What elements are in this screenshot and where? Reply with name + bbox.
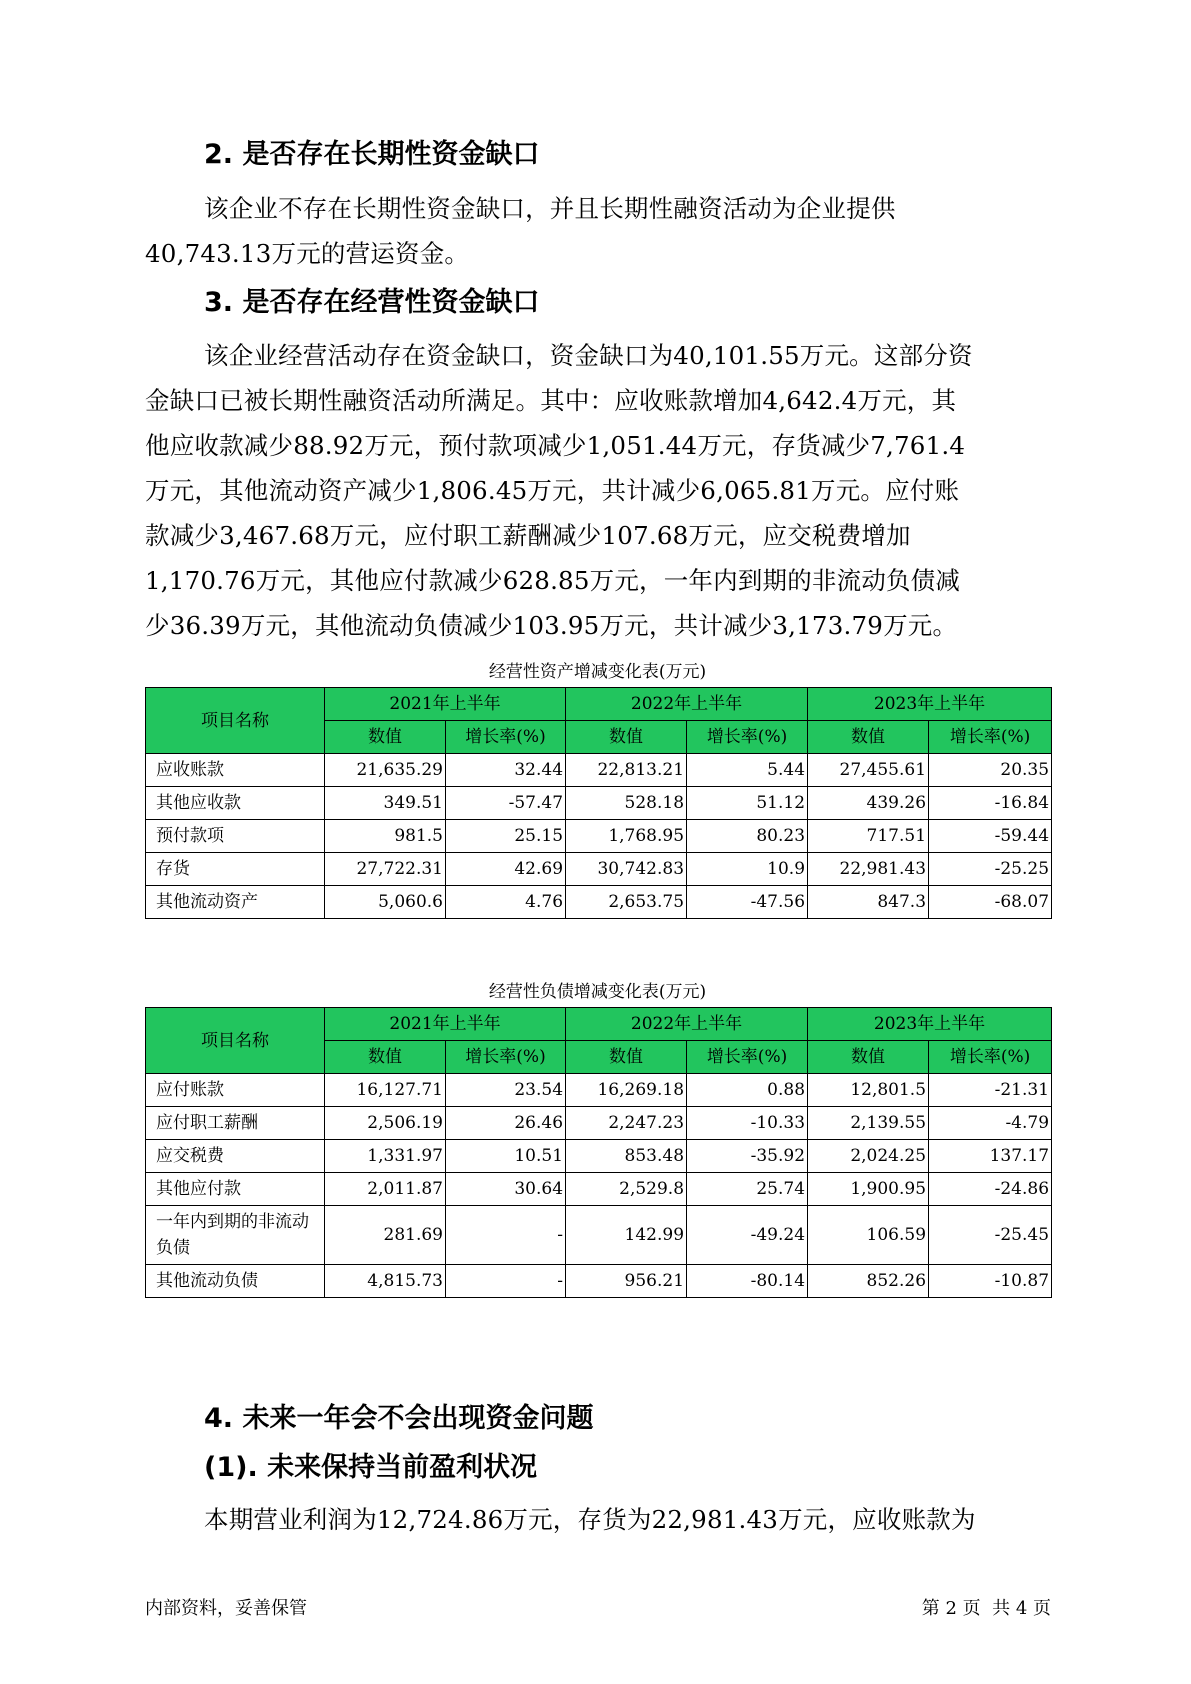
table-row [146, 1074, 1052, 1107]
table-row [146, 853, 1052, 886]
cell-rate: -10.33 [687, 1107, 808, 1140]
cell-rate: -16.84 [929, 787, 1052, 820]
paragraph-line: 本期营业利润为12,724.86万元，存货为22,981.43万元，应收账款为 [204, 1505, 976, 1534]
cell-value: 27,455.61 [808, 754, 929, 787]
row-name: 其他流动负债 [146, 1265, 325, 1298]
footer-confidential-note: 内部资料，妥善保管 [145, 1598, 307, 1619]
cell-rate: -25.45 [929, 1206, 1052, 1265]
column-header-value: 数值 [808, 721, 929, 754]
table-row [146, 787, 1052, 820]
cell-value: 281.69 [325, 1206, 446, 1265]
cell-value: 956.21 [566, 1265, 687, 1298]
cell-value: 16,269.18 [566, 1074, 687, 1107]
cell-value: 27,722.31 [325, 853, 446, 886]
row-name: 一年内到期的非流动负债 [146, 1206, 325, 1265]
liabilities-table-caption: 经营性负债增减变化表(万元) [488, 982, 707, 1002]
column-header-value: 数值 [566, 1041, 687, 1074]
cell-rate: 30.64 [446, 1173, 566, 1206]
table-row [146, 1107, 1052, 1140]
row-name: 存货 [146, 853, 325, 886]
paragraph-line: 他应收款减少88.92万元，预付款项减少1,051.44万元，存货减少7,761.4 [145, 431, 966, 460]
column-header-period: 2021年上半年 [325, 688, 566, 721]
cell-value: 2,653.75 [566, 886, 687, 919]
cell-value: 21,635.29 [325, 754, 446, 787]
column-header-name: 项目名称 [146, 1008, 325, 1074]
cell-rate: -49.24 [687, 1206, 808, 1265]
cell-rate: 10.9 [687, 853, 808, 886]
cell-value: 2,529.8 [566, 1173, 687, 1206]
paragraph-line: 1,170.76万元，其他应付款减少628.85万元，一年内到期的非流动负债减 [145, 566, 961, 595]
column-header-rate: 增长率(%) [687, 1041, 808, 1074]
cell-rate: 26.46 [446, 1107, 566, 1140]
cell-rate: -47.56 [687, 886, 808, 919]
cell-rate: 137.17 [929, 1140, 1052, 1173]
cell-rate: -4.79 [929, 1107, 1052, 1140]
cell-value: 2,506.19 [325, 1107, 446, 1140]
row-name: 应付账款 [146, 1074, 325, 1107]
cell-rate: - [446, 1265, 566, 1298]
section-4-heading: 4. 未来一年会不会出现资金问题 [204, 1403, 594, 1434]
cell-rate: -21.31 [929, 1074, 1052, 1107]
cell-rate: 80.23 [687, 820, 808, 853]
table-header-row [146, 1008, 1052, 1041]
table-row [146, 1140, 1052, 1173]
column-header-rate: 增长率(%) [929, 721, 1052, 754]
column-header-period: 2021年上半年 [325, 1008, 566, 1041]
cell-rate: 25.15 [446, 820, 566, 853]
paragraph-line: 款减少3,467.68万元，应付职工薪酬减少107.68万元，应交税费增加 [145, 521, 911, 550]
row-name: 应交税费 [146, 1140, 325, 1173]
row-name: 其他流动资产 [146, 886, 325, 919]
paragraph-line: 40,743.13万元的营运资金。 [145, 239, 470, 268]
cell-value: 439.26 [808, 787, 929, 820]
cell-rate: 4.76 [446, 886, 566, 919]
cell-value: 2,011.87 [325, 1173, 446, 1206]
cell-rate: 42.69 [446, 853, 566, 886]
cell-value: 4,815.73 [325, 1265, 446, 1298]
cell-rate: -35.92 [687, 1140, 808, 1173]
cell-rate: 23.54 [446, 1074, 566, 1107]
column-header-name: 项目名称 [146, 688, 325, 754]
cell-value: 2,247.23 [566, 1107, 687, 1140]
cell-rate: 51.12 [687, 787, 808, 820]
paragraph-line: 金缺口已被长期性融资活动所满足。其中：应收账款增加4,642.4万元，其 [145, 386, 957, 415]
cell-rate: 0.88 [687, 1074, 808, 1107]
cell-value: 853.48 [566, 1140, 687, 1173]
cell-rate: 10.51 [446, 1140, 566, 1173]
section-2-heading: 2. 是否存在长期性资金缺口 [204, 139, 540, 170]
cell-rate: -59.44 [929, 820, 1052, 853]
column-header-value: 数值 [325, 1041, 446, 1074]
cell-value: 981.5 [325, 820, 446, 853]
cell-rate: - [446, 1206, 566, 1265]
cell-value: 1,900.95 [808, 1173, 929, 1206]
section-4-paragraph [145, 1497, 1047, 1542]
cell-value: 142.99 [566, 1206, 687, 1265]
cell-value: 106.59 [808, 1206, 929, 1265]
row-name: 应收账款 [146, 754, 325, 787]
column-header-rate: 增长率(%) [446, 721, 566, 754]
table-row [146, 886, 1052, 919]
cell-value: 30,742.83 [566, 853, 687, 886]
cell-rate: -68.07 [929, 886, 1052, 919]
column-header-rate: 增长率(%) [929, 1041, 1052, 1074]
row-name: 其他应付款 [146, 1173, 325, 1206]
section-3-paragraph [145, 333, 1047, 648]
cell-value: 16,127.71 [325, 1074, 446, 1107]
column-header-value: 数值 [325, 721, 446, 754]
cell-rate: 5.44 [687, 754, 808, 787]
cell-rate: -57.47 [446, 787, 566, 820]
liabilities-table [145, 1007, 1052, 1298]
table-row [146, 1206, 1052, 1265]
cell-value: 22,981.43 [808, 853, 929, 886]
cell-value: 852.26 [808, 1265, 929, 1298]
column-header-value: 数值 [566, 721, 687, 754]
column-header-value: 数值 [808, 1041, 929, 1074]
cell-value: 717.51 [808, 820, 929, 853]
cell-rate: -25.25 [929, 853, 1052, 886]
row-name: 预付款项 [146, 820, 325, 853]
cell-value: 5,060.6 [325, 886, 446, 919]
paragraph-line: 该企业经营活动存在资金缺口，资金缺口为40,101.55万元。这部分资 [204, 341, 973, 370]
cell-rate: 32.44 [446, 754, 566, 787]
column-header-period: 2023年上半年 [808, 1008, 1052, 1041]
column-header-rate: 增长率(%) [446, 1041, 566, 1074]
column-header-period: 2022年上半年 [566, 1008, 808, 1041]
table-row [146, 1173, 1052, 1206]
cell-value: 1,768.95 [566, 820, 687, 853]
cell-rate: 20.35 [929, 754, 1052, 787]
table-header-row [146, 688, 1052, 721]
paragraph-line: 少36.39万元，其他流动负债减少103.95万元，共计减少3,173.79万元。 [145, 611, 958, 640]
table-row [146, 1265, 1052, 1298]
assets-table-caption: 经营性资产增减变化表(万元) [488, 662, 707, 682]
row-name: 应付职工薪酬 [146, 1107, 325, 1140]
cell-value: 22,813.21 [566, 754, 687, 787]
cell-rate: -80.14 [687, 1265, 808, 1298]
cell-value: 1,331.97 [325, 1140, 446, 1173]
paragraph-line: 万元，其他流动资产减少1,806.45万元，共计减少6,065.81万元。应付账 [145, 476, 960, 505]
section-4-subheading: (1). 未来保持当前盈利状况 [204, 1452, 538, 1483]
cell-value: 12,801.5 [808, 1074, 929, 1107]
footer-page-number: 第 2 页 共 4 页 [921, 1598, 1051, 1619]
table-row [146, 820, 1052, 853]
row-name: 其他应收款 [146, 787, 325, 820]
cell-value: 349.51 [325, 787, 446, 820]
column-header-rate: 增长率(%) [687, 721, 808, 754]
paragraph-line: 该企业不存在长期性资金缺口，并且长期性融资活动为企业提供 [204, 194, 896, 223]
column-header-period: 2022年上半年 [566, 688, 808, 721]
cell-value: 2,139.55 [808, 1107, 929, 1140]
cell-rate: 25.74 [687, 1173, 808, 1206]
cell-rate: -10.87 [929, 1265, 1052, 1298]
cell-rate: -24.86 [929, 1173, 1052, 1206]
section-3-heading: 3. 是否存在经营性资金缺口 [204, 287, 540, 318]
section-2-paragraph [145, 186, 1047, 276]
cell-value: 847.3 [808, 886, 929, 919]
column-header-period: 2023年上半年 [808, 688, 1052, 721]
cell-value: 528.18 [566, 787, 687, 820]
table-row [146, 754, 1052, 787]
assets-table [145, 687, 1052, 919]
cell-value: 2,024.25 [808, 1140, 929, 1173]
